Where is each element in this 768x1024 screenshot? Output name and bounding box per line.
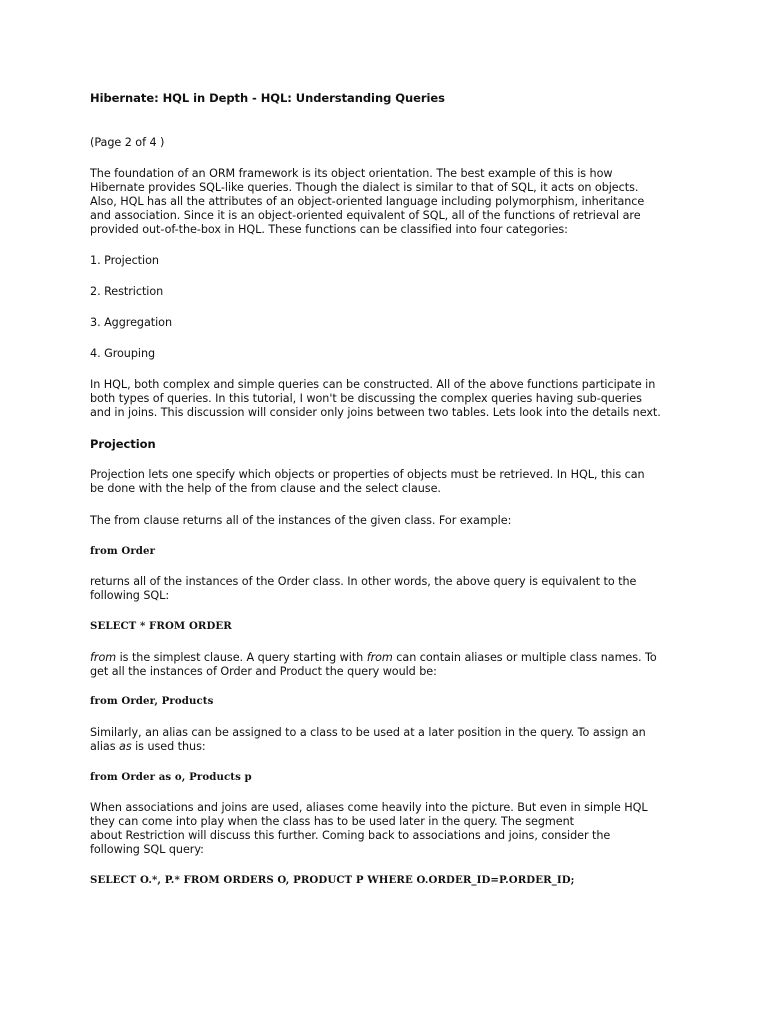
text-run: can contain aliases or multiple class names. To (392, 651, 657, 664)
paragraph-line: following SQL query: (90, 843, 204, 856)
text-run: alias (90, 740, 120, 753)
category-item: 1. Projection (90, 254, 159, 267)
code-snippet: from Order as o, Products p (90, 771, 252, 783)
paragraph-line: Projection lets one specify which objects or properties of objects must be retrieved. In HQL, this can (90, 468, 645, 481)
text-run: is the simplest clause. A query starting with (116, 651, 367, 664)
paragraph-line: The foundation of an ORM framework is its object orientation. The best example of this is how (90, 167, 613, 180)
paragraph-line (90, 740, 690, 754)
paragraph-line: they can come into play when the class has to be used later in the query. The segment (90, 815, 574, 828)
paragraph-line: provided out-of-the-box in HQL. These functions can be classified into four categories: (90, 223, 568, 236)
category-item: 4. Grouping (90, 347, 156, 360)
simplest-clause-paragraph (90, 651, 690, 679)
intro-paragraph (90, 167, 690, 237)
emphasis-word: from (366, 651, 393, 664)
from-clause-paragraph: The from clause returns all of the instances of the given class. For example: (90, 514, 512, 527)
paragraph-line: Hibernate provides SQL-like queries. Though the dialect is similar to that of SQL, it acts on objects. (90, 181, 639, 194)
paragraph-line: and association. Since it is an object-oriented equivalent of SQL, all of the functions of retrieval are (90, 209, 641, 222)
paragraph-line: Also, HQL has all the attributes of an object-oriented language including polymorphism, inheritance (90, 195, 645, 208)
emphasis-word: from (90, 651, 117, 664)
paragraph-line: get all the instances of Order and Product the query would be: (90, 665, 437, 678)
alias-paragraph (90, 726, 690, 754)
queries-paragraph (90, 378, 690, 420)
emphasis-word: as (119, 740, 132, 753)
paragraph-line (90, 651, 690, 665)
returns-paragraph (90, 575, 690, 603)
paragraph-line: both types of queries. In this tutorial, I won't be discussing the complex queries having sub-queries (90, 392, 642, 405)
projection-paragraph (90, 468, 690, 496)
code-snippet: SELECT * FROM ORDER (90, 620, 232, 632)
paragraph-line: returns all of the instances of the Order class. In other words, the above query is equivalent to the (90, 575, 637, 588)
code-snippet: from Order, Products (90, 695, 214, 707)
category-item: 3. Aggregation (90, 316, 173, 329)
paragraph-line: about Restriction will discuss this further. Coming back to associations and joins, consider the (90, 829, 611, 842)
paragraph-line: In HQL, both complex and simple queries can be constructed. All of the above functions participate in (90, 378, 656, 391)
paragraph-line: be done with the help of the from clause and the select clause. (90, 482, 441, 495)
paragraph-line: Similarly, an alias can be assigned to a class to be used at a later position in the query. To assign an (90, 726, 646, 739)
paragraph-line: When associations and joins are used, aliases come heavily into the picture. But even in simple HQL (90, 801, 648, 814)
associations-paragraph (90, 801, 690, 857)
code-snippet: from Order (90, 545, 156, 557)
section-heading-projection: Projection (90, 437, 156, 451)
paragraph-line: and in joins. This discussion will consider only joins between two tables. Lets look into the details next. (90, 406, 661, 419)
page-indicator: (Page 2 of 4 ) (90, 136, 165, 149)
document-title: Hibernate: HQL in Depth - HQL: Understanding Queries (90, 91, 445, 105)
paragraph-line: following SQL: (90, 589, 170, 602)
category-item: 2. Restriction (90, 285, 164, 298)
text-run: is used thus: (131, 740, 206, 753)
code-snippet: SELECT O.*, P.* FROM ORDERS O, PRODUCT P WHERE O.ORDER_ID=P.ORDER_ID; (90, 874, 575, 886)
